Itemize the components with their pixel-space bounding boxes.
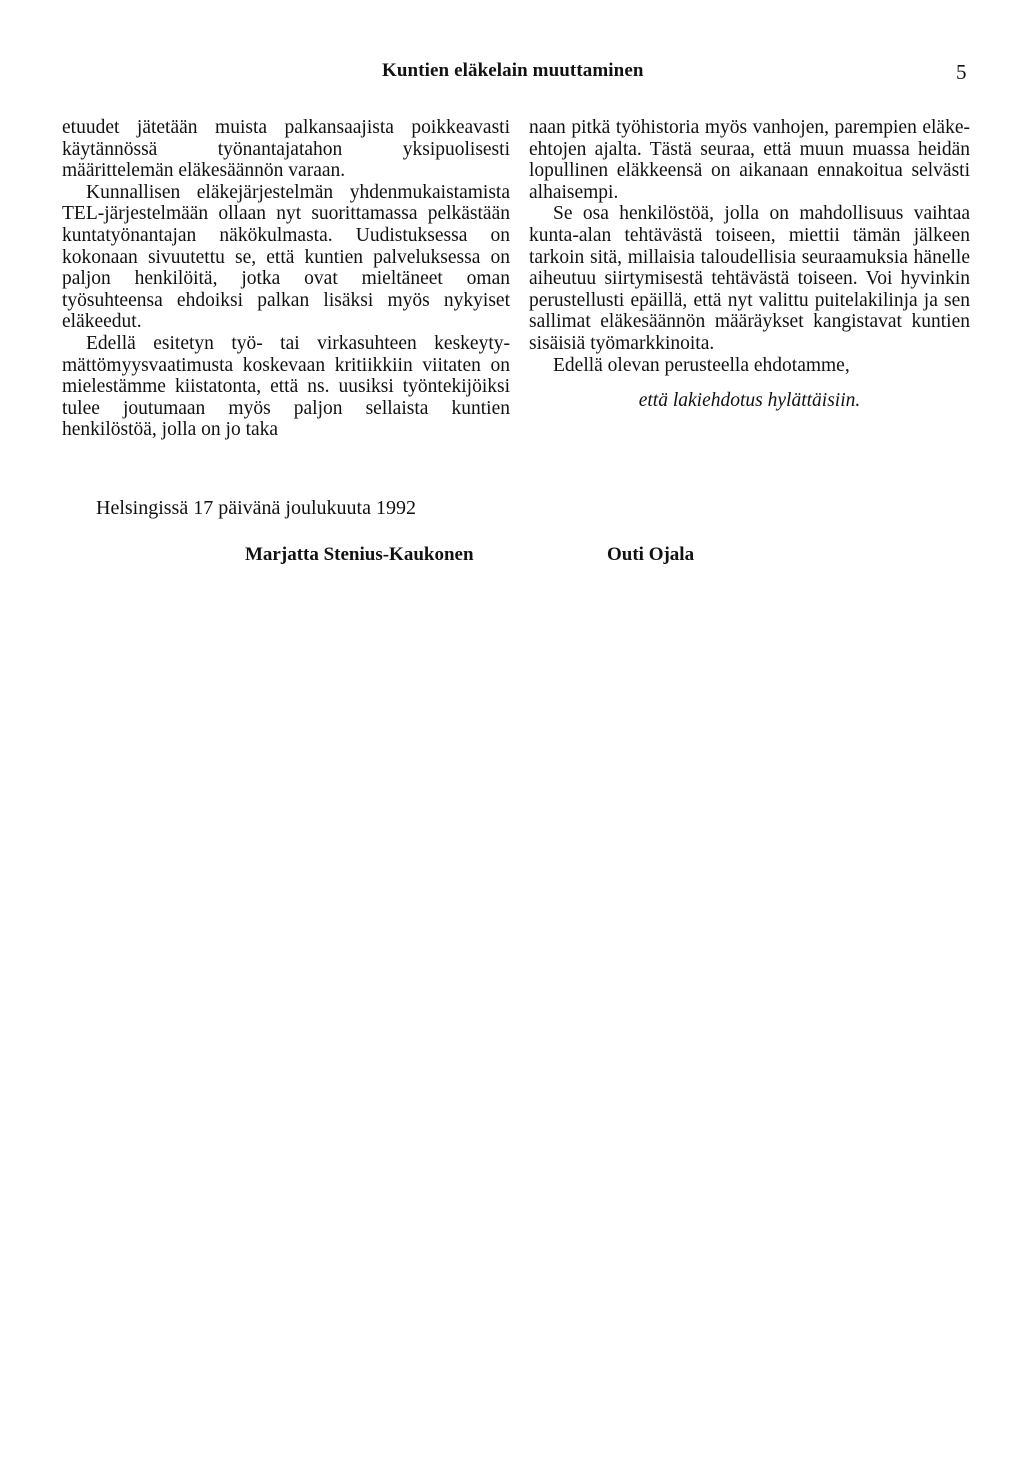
left-column (62, 117, 510, 441)
right-column (529, 117, 970, 412)
signature-name: Outi Ojala (607, 544, 695, 565)
paragraph: Edellä olevan perusteella ehdotamme, (553, 354, 850, 376)
paragraph: Edellä esitetyn työ- tai virkasuhteen keskeytymättömyysvaatimusta koskevaan kritiikkiin viitaten on mielestämme kiistatonta, että ns. uusiksi työntekijöiksi tulee joutumaan myös paljon sellaista kuntien henkilöstöä, jolla on jo taka (62, 332, 510, 441)
proposal-statement: että lakiehdotus hylättäisiin. (638, 390, 861, 412)
signature-name: Marjatta Stenius-Kaukonen (245, 544, 474, 565)
running-title: Kuntien eläkelain muuttaminen (382, 60, 644, 81)
page-number: 5 (956, 60, 967, 84)
dateline: Helsingissä 17 päivänä joulukuuta 1992 (96, 497, 416, 519)
paragraph: etuudet jätetään muista palkansaajista poikkeavasti käytännössä työnantajatahon yksipuolisesti määrittelemän eläkesäännön varaan. (62, 117, 510, 182)
paragraph: naan pitkä työhistoria myös vanhojen, parempien eläke-ehtojen ajalta. Tästä seuraa, että muun muassa heidän lopullinen eläkkeensä on aikanaan ennakoitua selvästi alhaisempi. (529, 117, 970, 203)
paragraph: Kunnallisen eläkejärjestelmän yhdenmukaistamista TEL-järjestelmään ollaan nyt suorittamassa pelkästään kuntatyönantajan näkökulmasta. Uudistuksessa on kokonaan sivuutettu se, että kuntien palveluksessa on paljon henkilöitä, jotka ovat mieltäneet oman työsuhteensa ehdoiksi palkan lisäksi myös nykyiset eläkeedut. (62, 181, 510, 333)
paragraph: Se osa henkilöstöä, jolla on mahdollisuus vaihtaa kunta-alan tehtävästä toiseen, miettii tämän jälkeen tarkoin sitä, millaisia taloudellisia seuraamuksia hänelle aiheutuu siirtymisestä tehtävästä toiseen. Voi hyvinkin perustellusti epäillä, että nyt valittu puitelakilinja ja sen sallimat eläkesäännön määräykset kangistavat kuntien sisäisiä työmarkkinoita. (529, 203, 970, 354)
